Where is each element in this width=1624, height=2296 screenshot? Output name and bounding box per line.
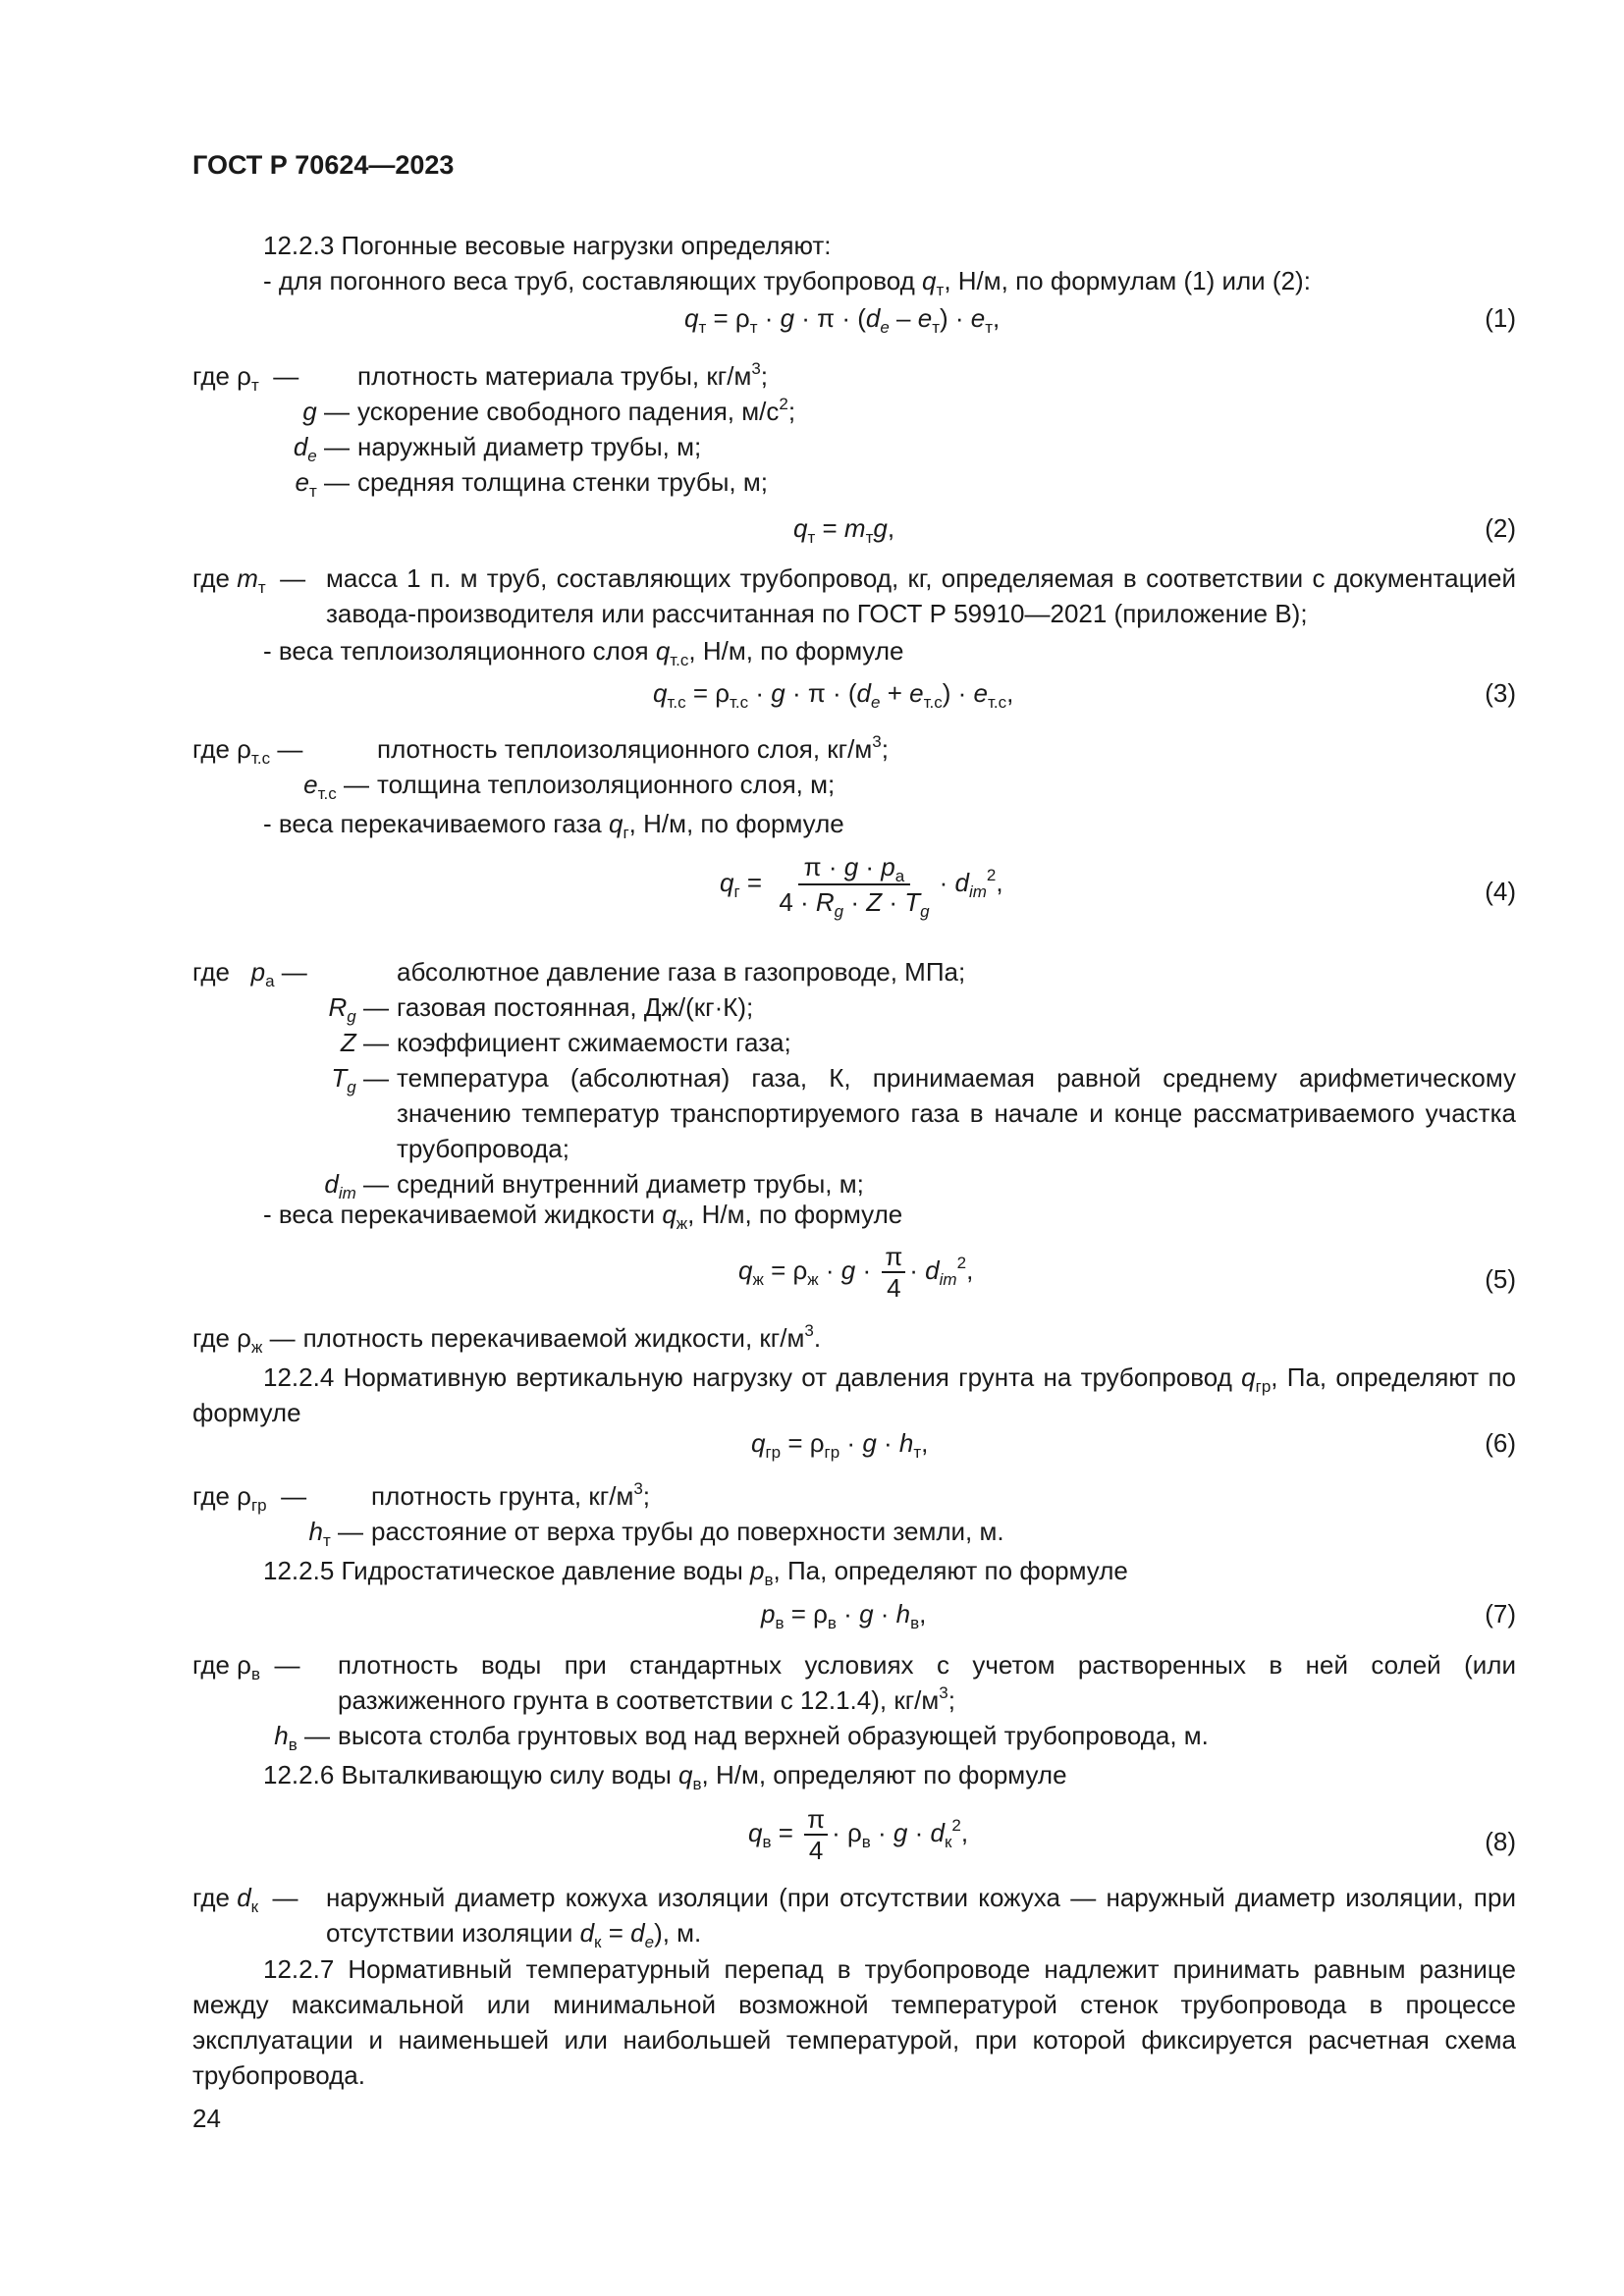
- formula-1: $q_т = \rho_т \cdot g \cdot \pi \cdot (d_e - e_т) \cdot e_т$,: [684, 303, 1001, 337]
- item-insulation-weight: - веса теплоизоляционного слоя $q_{т.с}$, Н/м, по формуле: [263, 636, 904, 669]
- page-number: 24: [192, 2104, 221, 2133]
- formula-2: $q_т = m_тg$,: [793, 513, 895, 547]
- formula-4-number: (4): [1485, 877, 1516, 906]
- formula-6-number: (6): [1485, 1428, 1516, 1458]
- formula-7: $p_в = \rho_в \cdot g \cdot h_в$,: [761, 1599, 927, 1632]
- formula-5: $q_ж = \rho_ж \cdot g$ · $\frac{\pi}{4}$ · $d_{im}^2$,: [738, 1242, 974, 1303]
- definitions-formula-8: где $d_к$ — наружный диаметр кожуха изоляции (при отсутствии кожуха — наружный диаметр изоляции, при отсутствии изоляции $d_к = d_e$), м.: [192, 1880, 1516, 1950]
- formula-5-number: (5): [1485, 1264, 1516, 1294]
- formula-6: $q_{гр} = \rho_{гр} \cdot g \cdot h_т$,: [751, 1428, 929, 1462]
- def-mt: масса 1 п. м труб, составляющих трубопровод, кг, определяемая в соответствии с документацией завода-производителя или рассчитанная по ГОСТ Р 59910—2021 (приложение В);: [326, 563, 1516, 628]
- def-dim: средний внутренний диаметр трубы, м;: [397, 1169, 864, 1199]
- definitions-formula-6: где $\rho_{гр}$ — плотность грунта, $кг/м^3$; $h_т$ — расстояние от верха трубы до поверхности земли, м.: [192, 1478, 1516, 1549]
- formula-8-number: (8): [1485, 1827, 1516, 1856]
- formula-1-number: (1): [1485, 303, 1516, 333]
- def-rho-zh: плотность перекачиваемой жидкости, $кг/м^3$.: [302, 1321, 822, 1353]
- def-hv: высота столба грунтовых вод над верхней образующей трубопровода, м.: [338, 1721, 1209, 1750]
- item-gas-weight: - веса перекачиваемого газа $q_г$, Н/м, по формуле: [263, 809, 844, 842]
- formula-3-number: (3): [1485, 678, 1516, 708]
- formula-7-number: (7): [1485, 1599, 1516, 1629]
- def-rho-gr: плотность грунта, $кг/м^3$;: [371, 1479, 651, 1511]
- def-tg: температура (абсолютная) газа, К, принимаемая равной среднему арифметическому значению температур транспортируемого газа в начале и конце рассматриваемого участка трубопровода;: [397, 1063, 1516, 1163]
- def-rg: газовая постоянная, Дж/(кг·К);: [397, 992, 754, 1022]
- definitions-formula-1: где $\rho_т$ — плотность материала трубы, $кг/м^3$; g — ускорение свободного падения, $м/с^2$; $d_e$ — наружный диаметр трубы, м; $e_т$ — средняя толщина стенки трубы, м;: [192, 358, 1516, 500]
- definitions-formula-5: где $\rho_ж$ — плотность перекачиваемой жидкости, $кг/м^3$.: [192, 1320, 1516, 1356]
- def-etc: толщина теплоизоляционного слоя, м;: [377, 770, 836, 799]
- def-rho-t: плотность материала трубы, $кг/м^3$;: [357, 359, 769, 391]
- definitions-formula-4: где $p_a$ — абсолютное давление газа в газопроводе, МПа; $R_g$ — газовая постоянная, Дж/(кг·К); Z — коэффициент сжимаемости газа; $T_g$ — температура (абсолютная) газа, К, принимаемая равной среднему арифметическому значению температур транспортируемого газа в начале и конце рассматриваемого участка трубопровода; $d_{im}$ — средний внутренний диаметр трубы, м;: [192, 954, 1516, 1201]
- def-pa: абсолютное давление газа в газопроводе, МПа;: [397, 957, 966, 987]
- definitions-formula-7: где $\rho_в$ — плотность воды при стандартных условиях с учетом растворенных в ней солей (или разжиженного грунта в соответствии с 12.1.4), $кг/м^3$; $h_в$ — высота столба грунтовых вод над верхней образующей трубопровода, м.: [192, 1647, 1516, 1753]
- item-liquid-weight: - веса перекачиваемой жидкости $q_ж$, Н/м, по формуле: [263, 1200, 903, 1233]
- section-12-2-7-text: 12.2.7 Нормативный температурный перепад в трубопроводе надлежит принимать равным разнице между максимальной или минимальной возможной температурой стенок трубопровода в процессе эксплуатации и наименьшей или наибольшей температурой, при которой фиксируется расчетная схема трубопровода.: [192, 1954, 1516, 2090]
- section-12-2-4-text: 12.2.4 Нормативную вертикальную нагрузку от давления грунта на трубопровод $q_{гр}$, Па, определяют по формуле: [192, 1362, 1516, 1427]
- def-dk: наружный диаметр кожуха изоляции (при отсутствии кожуха — наружный диаметр изоляции, при отсутствии изоляции $d_к = d_e$), м.: [326, 1883, 1516, 1951]
- def-z: коэффициент сжимаемости газа;: [397, 1028, 791, 1057]
- formula-2-number: (2): [1485, 513, 1516, 543]
- def-de: наружный диаметр трубы, м;: [357, 432, 702, 461]
- formula-8: $q_в$ = $\frac{\pi}{4}$ · $\rho_в \cdot g \cdot d_к^2$,: [748, 1804, 969, 1865]
- formula-3: $q_{т.с} = \rho_{т.с} \cdot g \cdot \pi \cdot (d_e + e_{т.с}) \cdot e_{т.с}$,: [653, 678, 1014, 712]
- definitions-formula-2: где $m_т$ — масса 1 п. м труб, составляющих трубопровод, кг, определяемая в соответствии с документацией завода-производителя или рассчитанная по ГОСТ Р 59910—2021 (приложение В);: [192, 561, 1516, 631]
- section-12-2-3-title: 12.2.3 Погонные весовые нагрузки определяют:: [263, 231, 832, 260]
- def-rho-v: плотность воды при стандартных условиях с учетом растворенных в ней солей (или разжиженного грунта в соответствии с 12.1.4), $кг/м^3$;: [338, 1650, 1516, 1715]
- document-header: ГОСТ Р 70624—2023: [192, 150, 455, 180]
- def-rho-tc: плотность теплоизоляционного слоя, $кг/м^3$;: [377, 732, 889, 764]
- def-g: ускорение свободного падения, $м/с^2$;: [357, 395, 796, 426]
- def-ht: расстояние от верха трубы до поверхности земли, м.: [371, 1517, 1004, 1546]
- section-12-2-5-text: 12.2.5 Гидростатическое давление воды $p_в$, Па, определяют по формуле: [263, 1556, 1128, 1589]
- formula-4: $q_г$ = $\frac{\pi \cdot g \cdot p_a}{4 \cdot R_g \cdot Z \cdot T_g}$ · $d_{im}^2$,: [720, 852, 1003, 921]
- section-12-2-6-text: 12.2.6 Выталкивающую силу воды $q_в$, Н/м, определяют по формуле: [263, 1760, 1067, 1793]
- definitions-formula-3: где $\rho_{т.с}$ — плотность теплоизоляционного слоя, $кг/м^3$; $e_{т.с}$ — толщина теплоизоляционного слоя, м;: [192, 731, 1516, 802]
- item-pipe-weight: - для погонного веса труб, составляющих трубопровод $q_т$, Н/м, по формулам (1) или (2):: [263, 266, 1311, 299]
- def-et: средняя толщина стенки трубы, м;: [357, 467, 768, 497]
